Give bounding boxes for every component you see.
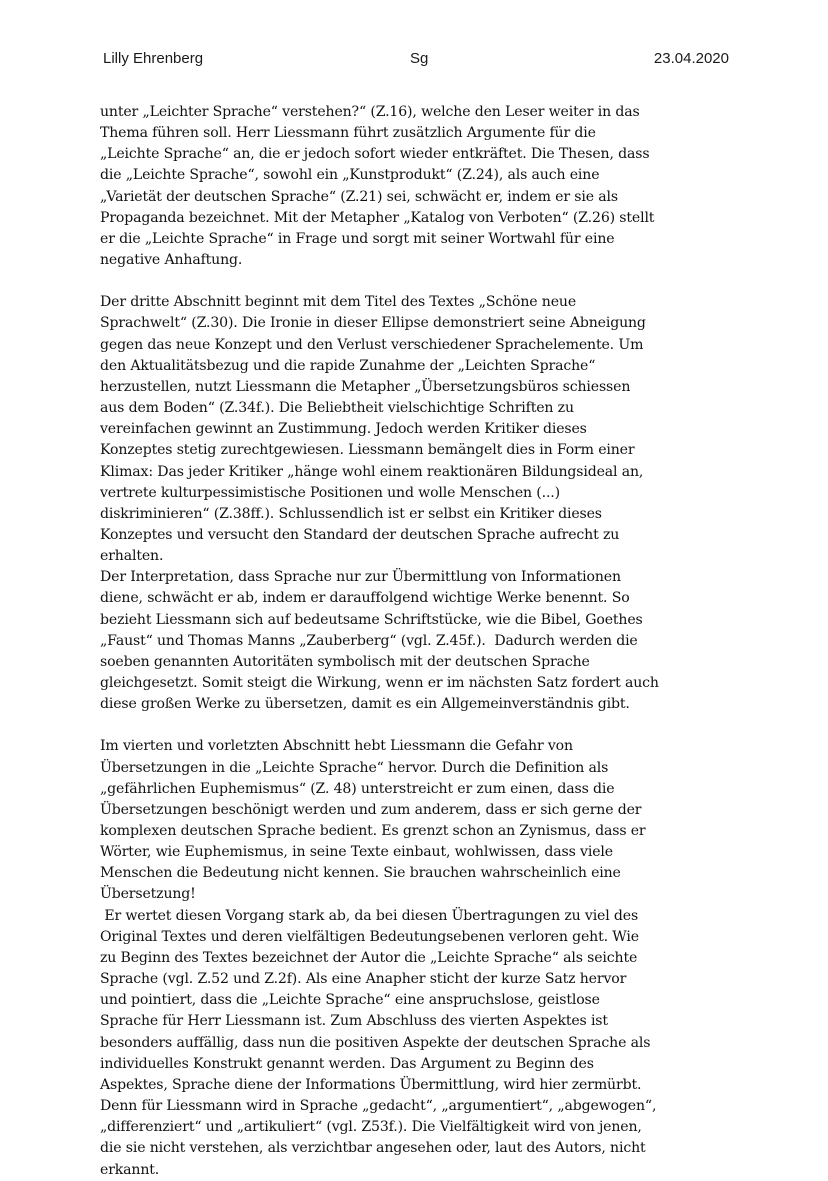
text-line: diskriminieren“ (Z.38ff.). Schlussendlich ist er selbst ein Kritiker dieses bbox=[100, 505, 602, 522]
text-line: Klimax: Das jeder Kritiker „hänge wohl einem reaktionären Bildungsideal an, bbox=[100, 463, 644, 480]
text-line: Sprachwelt“ (Z.30). Die Ironie in dieser Ellipse demonstriert seine Abneigung bbox=[100, 315, 646, 332]
text-line: Wörter, wie Euphemismus, in seine Texte einbaut, wohlwissen, dass viele bbox=[100, 844, 613, 861]
paragraph bbox=[100, 292, 740, 567]
text-line: Sprache für Herr Liessmann ist. Zum Abschluss des vierten Aspektes ist bbox=[100, 1013, 608, 1030]
text-line: Sprache (vgl. Z.52 und Z.2f). Als eine Anapher sticht der kurze Satz hervor bbox=[100, 971, 627, 988]
text-line: vertrete kulturpessimistische Positionen und wolle Menschen (...) bbox=[100, 484, 560, 501]
text-line: Denn für Liessmann wird in Sprache „gedacht“, „argumentiert“, „abgewogen“, bbox=[100, 1098, 657, 1115]
class-label: Sg bbox=[410, 50, 429, 67]
paragraph bbox=[100, 906, 740, 1181]
text-line: individuelles Konstrukt genannt werden. Das Argument zu Beginn des bbox=[100, 1055, 594, 1072]
text-line: Konzeptes stetig zurechtgewiesen. Liessmann bemängelt dies in Form einer bbox=[100, 442, 635, 459]
text-line: Der Interpretation, dass Sprache nur zur Übermittlung von Informationen bbox=[100, 569, 621, 586]
text-line: diene, schwächt er ab, indem er darauffolgend wichtige Werke benennt. So bbox=[100, 590, 630, 607]
text-line: gleichgesetzt. Somit steigt die Wirkung, wenn er im nächsten Satz fordert auch bbox=[100, 675, 659, 692]
text-line: „differenziert“ und „artikuliert“ (vgl. Z53f.). Die Vielfältigkeit wird von jenen, bbox=[100, 1119, 642, 1136]
text-line: vereinfachen gewinnt an Zustimmung. Jedoch werden Kritiker dieses bbox=[100, 421, 587, 438]
text-line: Er wertet diesen Vorgang stark ab, da bei diesen Übertragungen zu viel des bbox=[100, 907, 639, 924]
text-line: Aspektes, Sprache diene der Informations Übermittlung, wird hier zermürbt. bbox=[100, 1076, 642, 1093]
paragraph-gap bbox=[100, 271, 740, 292]
text-line: unter „Leichter Sprache“ verstehen?“ (Z.16), welche den Leser weiter in das bbox=[100, 104, 640, 120]
paragraph-gap bbox=[100, 715, 740, 736]
text-line: Der dritte Abschnitt beginnt mit dem Titel des Textes „Schöne neue bbox=[100, 294, 577, 311]
text-line: „Leichte Sprache“ an, die er jedoch sofort wieder entkräftet. Die Thesen, dass bbox=[100, 146, 650, 163]
text-line: zu Beginn des Textes bezeichnet der Autor die „Leichte Sprache“ als seichte bbox=[100, 949, 638, 966]
text-line: Im vierten und vorletzten Abschnitt hebt Liessmann die Gefahr von bbox=[100, 738, 573, 755]
text-line: die „Leichte Sprache“, sowohl ein „Kunstprodukt“ (Z.24), als auch eine bbox=[100, 167, 600, 184]
page-header bbox=[103, 50, 729, 72]
text-line: „Faust“ und Thomas Manns „Zauberberg“ (vgl. Z.45f.). Dadurch werden die bbox=[100, 632, 638, 649]
paragraph bbox=[100, 736, 740, 905]
text-line: erhalten. bbox=[100, 548, 164, 565]
date-label: 23.04.2020 bbox=[653, 50, 729, 67]
text-line: Konzeptes und versucht den Standard der deutschen Sprache aufrecht zu bbox=[100, 526, 620, 543]
text-line: Thema führen soll. Herr Liessmann führt zusätzlich Argumente für die bbox=[100, 125, 596, 142]
text-line: herzustellen, nutzt Liessmann die Metapher „Übersetzungsbüros schiessen bbox=[100, 378, 631, 395]
text-line: aus dem Boden“ (Z.34f.). Die Beliebtheit vielschichtige Schriften zu bbox=[100, 400, 574, 417]
text-line: „Varietät der deutschen Sprache“ (Z.21) sei, schwächt er, indem er sie als bbox=[100, 188, 618, 205]
text-line: Übersetzung! bbox=[100, 886, 196, 903]
text-line: Propaganda bezeichnet. Mit der Metapher „Katalog von Verboten“ (Z.26) stellt bbox=[100, 209, 655, 226]
text-line: gegen das neue Konzept und den Verlust verschiedener Sprachelemente. Um bbox=[100, 336, 644, 353]
text-line: den Aktualitätsbezug und die rapide Zunahme der „Leichten Sprache“ bbox=[100, 357, 596, 374]
document-body bbox=[100, 102, 740, 1181]
text-line: Menschen die Bedeutung nicht kennen. Sie brauchen wahrscheinlich eine bbox=[100, 865, 621, 882]
text-line: Original Textes und deren vielfältigen Bedeutungsebenen verloren geht. Wie bbox=[100, 928, 639, 945]
text-line: die sie nicht verstehen, als verzichtbar angesehen oder, laut des Autors, nicht bbox=[100, 1140, 646, 1157]
paragraph bbox=[100, 567, 740, 715]
text-line: komplexen deutschen Sprache bedient. Es grenzt schon an Zynismus, dass er bbox=[100, 823, 646, 839]
author-name: Lilly Ehrenberg bbox=[103, 50, 204, 67]
text-line: Übersetzungen in die „Leichte Sprache“ hervor. Durch die Definition als bbox=[100, 759, 609, 776]
text-line: „gefährlichen Euphemismus“ (Z. 48) unterstreicht er zum einen, dass die bbox=[100, 780, 615, 797]
paragraph bbox=[100, 102, 740, 271]
text-line: und pointiert, dass die „Leichte Sprache“ eine anspruchslose, geistlose bbox=[100, 992, 600, 1009]
text-line: diese großen Werke zu übersetzen, damit es ein Allgemeinverständnis gibt. bbox=[100, 696, 630, 713]
text-line: bezieht Liessmann sich auf bedeutsame Schriftstücke, wie die Bibel, Goethes bbox=[100, 611, 643, 628]
text-line: besonders auffällig, dass nun die positiven Aspekte der deutschen Sprache als bbox=[100, 1034, 651, 1051]
text-line: soeben genannten Autoritäten symbolisch mit der deutschen Sprache bbox=[100, 653, 590, 670]
text-line: negative Anhaftung. bbox=[100, 252, 243, 269]
text-line: erkannt. bbox=[100, 1161, 160, 1178]
text-line: er die „Leichte Sprache“ in Frage und sorgt mit seiner Wortwahl für eine bbox=[100, 230, 615, 247]
text-line: Übersetzungen beschönigt werden und zum anderem, dass er sich gerne der bbox=[100, 801, 642, 818]
